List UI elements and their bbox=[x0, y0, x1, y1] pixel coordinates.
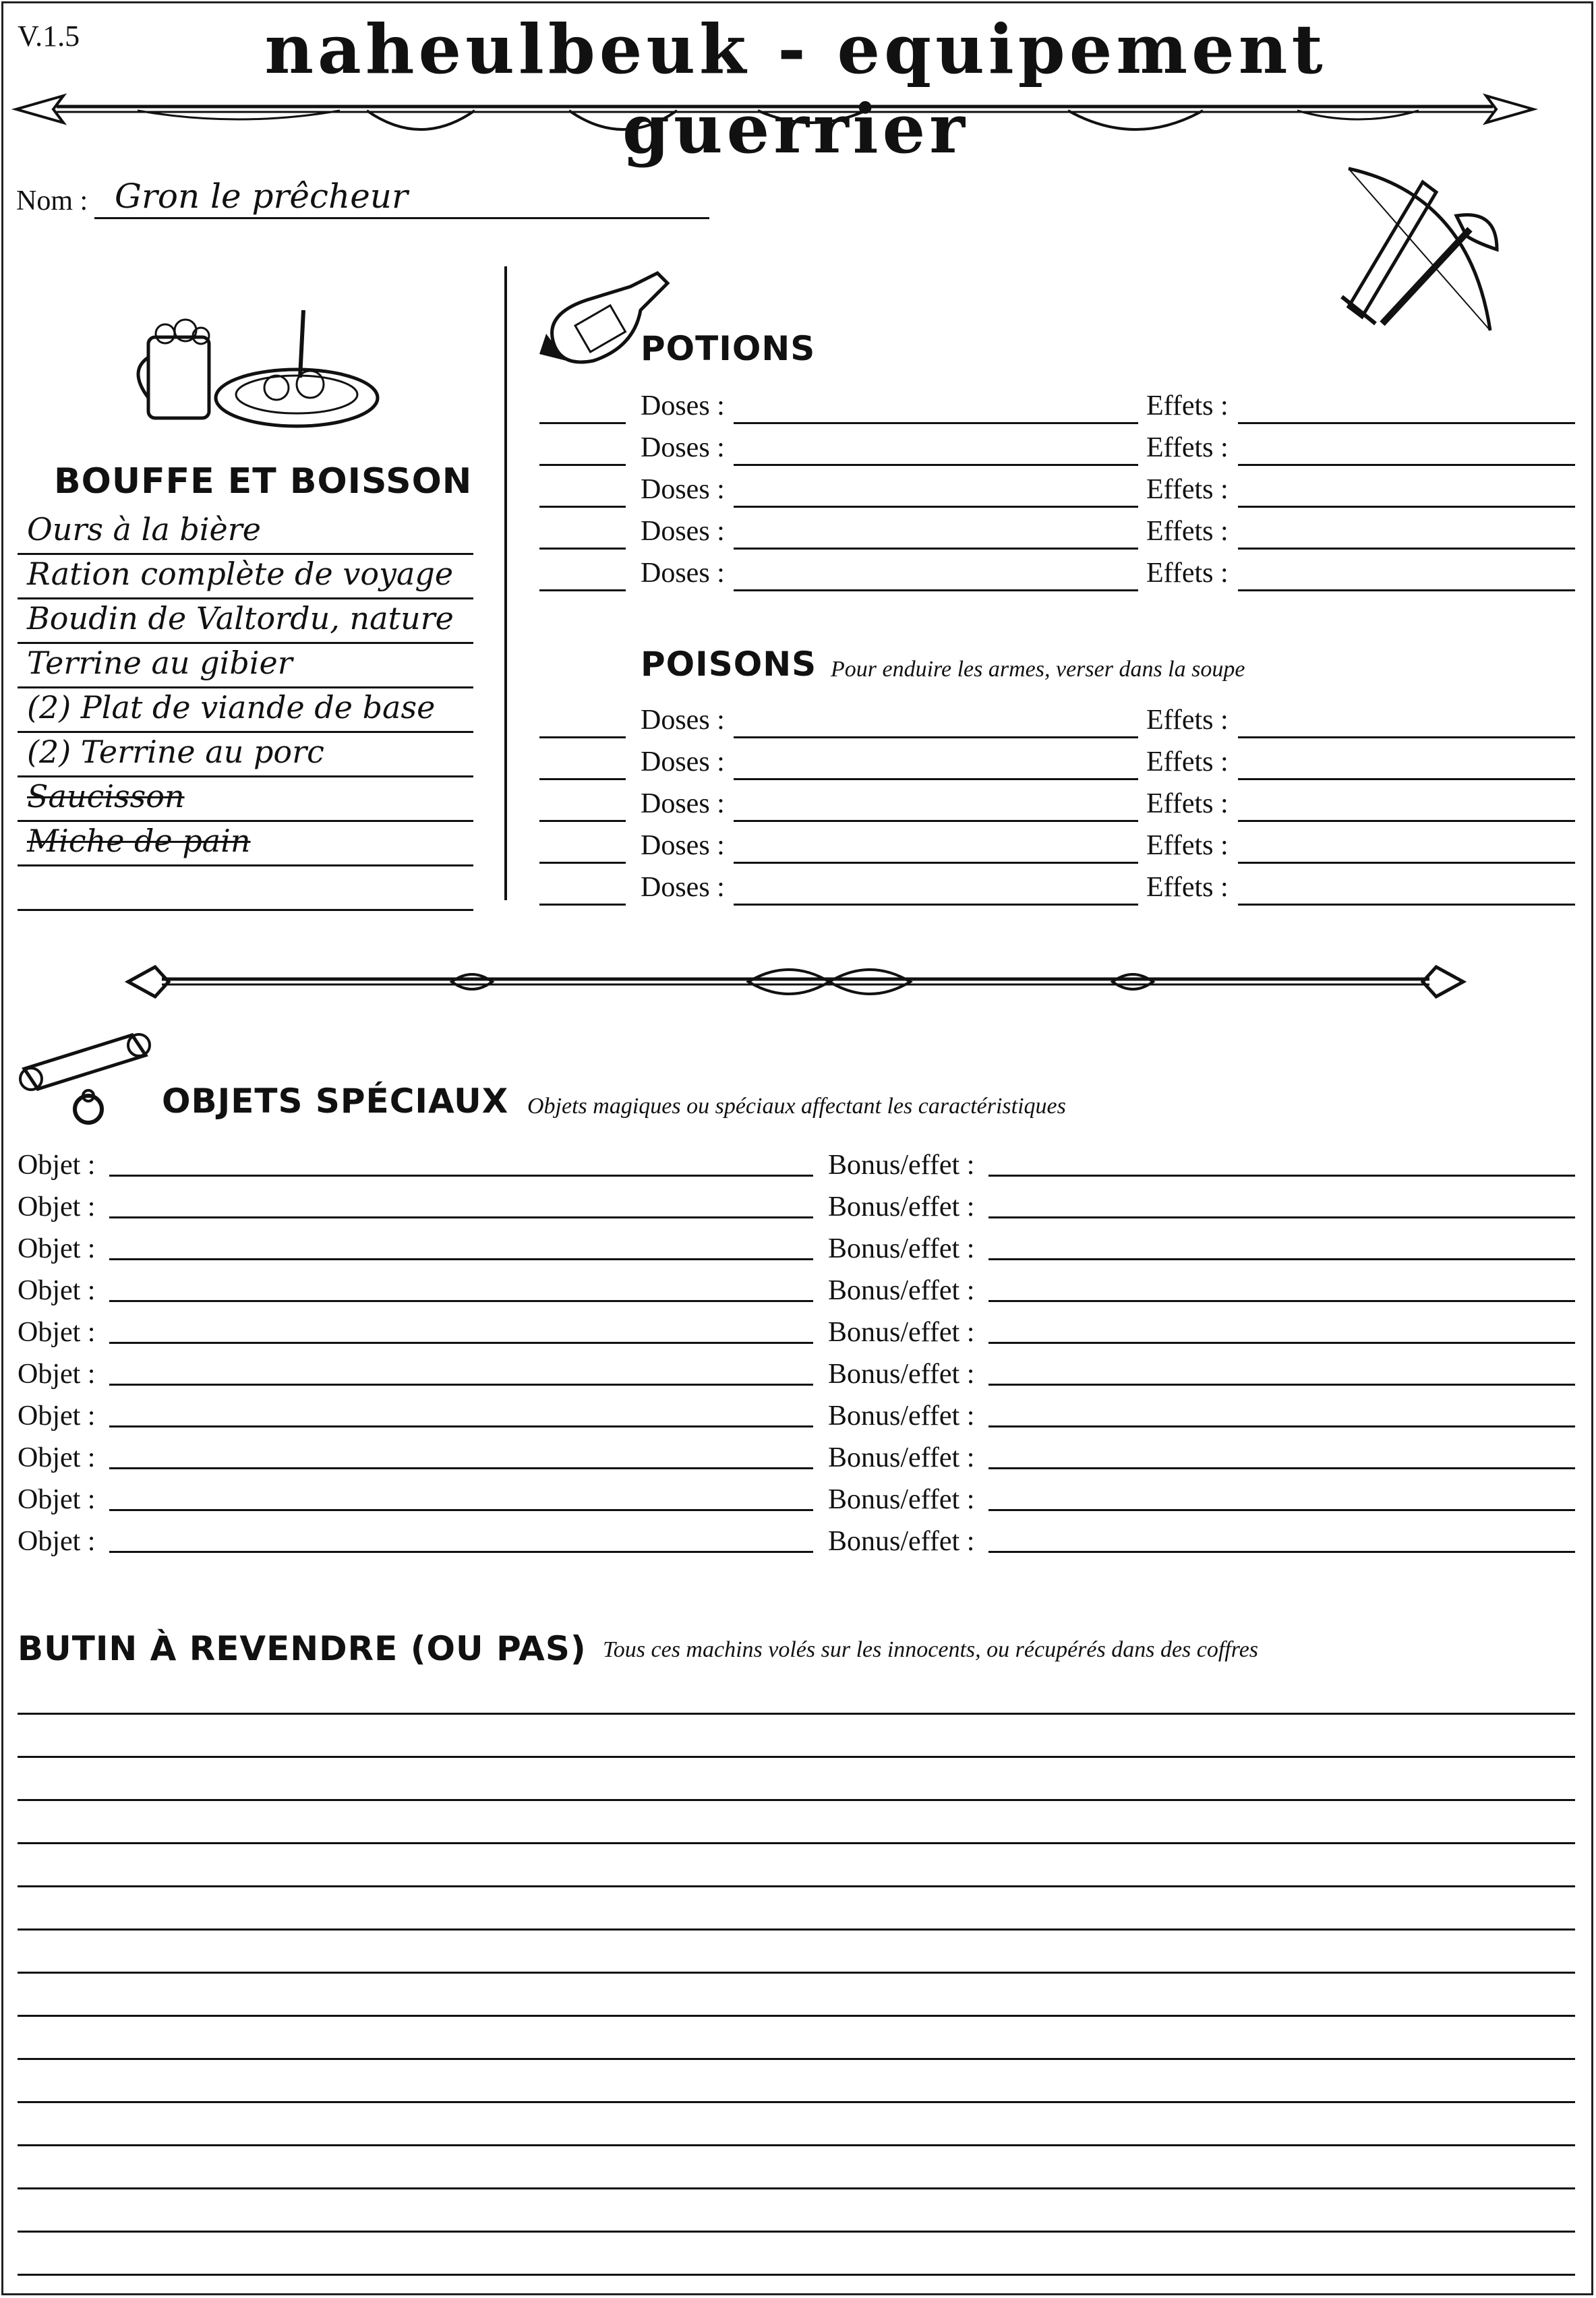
loot-line[interactable] bbox=[18, 1928, 1575, 1931]
bonus-label: Bonus/effet : bbox=[828, 1150, 975, 1181]
potions-qty-line[interactable] bbox=[539, 464, 626, 466]
bonus-label: Bonus/effet : bbox=[828, 1191, 975, 1222]
objet-line[interactable] bbox=[109, 1342, 813, 1344]
bonus-label: Bonus/effet : bbox=[828, 1401, 975, 1432]
poisons-effets-line[interactable] bbox=[1238, 904, 1575, 906]
objet-line[interactable] bbox=[109, 1509, 813, 1511]
potions-effets-line[interactable] bbox=[1238, 589, 1575, 591]
food-item-line bbox=[18, 820, 473, 822]
potions-doses-label: Doses : bbox=[641, 432, 725, 463]
bonus-line[interactable] bbox=[988, 1467, 1575, 1469]
food-item[interactable]: (2) Plat de viande de base bbox=[27, 689, 436, 726]
potions-qty-line[interactable] bbox=[539, 589, 626, 591]
beer-mug-and-plate-icon bbox=[135, 297, 384, 432]
food-item[interactable]: Terrine au gibier bbox=[27, 645, 293, 681]
objet-line[interactable] bbox=[109, 1384, 813, 1386]
potions-doses-label: Doses : bbox=[641, 516, 725, 547]
objet-line[interactable] bbox=[109, 1258, 813, 1260]
food-item-line bbox=[18, 553, 473, 555]
objet-label: Objet : bbox=[18, 1442, 96, 1473]
loot-line[interactable] bbox=[18, 1799, 1575, 1801]
potions-effets-line[interactable] bbox=[1238, 464, 1575, 466]
page-title: naheulbeuk - equipement guerrier bbox=[264, 9, 1327, 169]
food-item-line bbox=[18, 731, 473, 733]
loot-line[interactable] bbox=[18, 1842, 1575, 1844]
loot-line[interactable] bbox=[18, 2015, 1575, 2017]
food-item-line bbox=[18, 909, 473, 911]
poisons-effets-label: Effets : bbox=[1146, 788, 1229, 819]
scroll-and-ring-icon bbox=[18, 1028, 159, 1129]
bonus-label: Bonus/effet : bbox=[828, 1442, 975, 1473]
special-section-title: OBJETS SPÉCIAUX bbox=[162, 1082, 509, 1121]
poisons-doses-line[interactable] bbox=[734, 904, 1138, 906]
objet-label: Objet : bbox=[18, 1150, 96, 1181]
food-item[interactable]: Ours à la bière bbox=[27, 511, 261, 548]
staff-divider-icon bbox=[128, 958, 1463, 1005]
food-item-line bbox=[18, 686, 473, 688]
bonus-line[interactable] bbox=[988, 1300, 1575, 1302]
spear-divider-icon bbox=[16, 88, 1533, 148]
poisons-effets-label: Effets : bbox=[1146, 872, 1229, 903]
objet-line[interactable] bbox=[109, 1216, 813, 1218]
bonus-label: Bonus/effet : bbox=[828, 1484, 975, 1515]
objet-line[interactable] bbox=[109, 1175, 813, 1177]
poisons-doses-line[interactable] bbox=[734, 862, 1138, 864]
loot-line[interactable] bbox=[18, 2058, 1575, 2060]
poisons-doses-label: Doses : bbox=[641, 830, 725, 861]
potions-effets-line[interactable] bbox=[1238, 422, 1575, 424]
food-item-line bbox=[18, 775, 473, 777]
objet-label: Objet : bbox=[18, 1484, 96, 1515]
objet-label: Objet : bbox=[18, 1401, 96, 1432]
poisons-doses-label: Doses : bbox=[641, 872, 725, 903]
special-subtitle: Objets magiques ou spéciaux affectant les caractéristiques bbox=[527, 1094, 1066, 1119]
bonus-label: Bonus/effet : bbox=[828, 1359, 975, 1390]
potions-effets-line[interactable] bbox=[1238, 506, 1575, 508]
food-item[interactable]: (2) Terrine au porc bbox=[27, 734, 324, 770]
poisons-doses-line[interactable] bbox=[734, 820, 1138, 822]
food-item[interactable]: Saucisson bbox=[27, 778, 185, 815]
food-item-line bbox=[18, 642, 473, 644]
loot-line[interactable] bbox=[18, 1885, 1575, 1887]
objet-line[interactable] bbox=[109, 1425, 813, 1427]
bonus-label: Bonus/effet : bbox=[828, 1317, 975, 1348]
poisons-effets-line[interactable] bbox=[1238, 778, 1575, 780]
bonus-line[interactable] bbox=[988, 1216, 1575, 1218]
poisons-doses-label: Doses : bbox=[641, 746, 725, 777]
potions-qty-line[interactable] bbox=[539, 506, 626, 508]
objet-label: Objet : bbox=[18, 1526, 96, 1557]
loot-line[interactable] bbox=[18, 2231, 1575, 2233]
poisons-effets-label: Effets : bbox=[1146, 746, 1229, 777]
loot-line[interactable] bbox=[18, 1972, 1575, 1974]
potions-doses-line[interactable] bbox=[734, 548, 1138, 550]
potions-doses-line[interactable] bbox=[734, 506, 1138, 508]
name-underline bbox=[94, 217, 709, 219]
loot-line[interactable] bbox=[18, 2274, 1575, 2276]
potions-effets-label: Effets : bbox=[1146, 558, 1229, 589]
poisons-effets-label: Effets : bbox=[1146, 830, 1229, 861]
poisons-qty-line[interactable] bbox=[539, 778, 626, 780]
loot-line[interactable] bbox=[18, 2187, 1575, 2189]
poisons-qty-line[interactable] bbox=[539, 820, 626, 822]
crossed-weapons-icon bbox=[1322, 155, 1524, 337]
loot-line[interactable] bbox=[18, 1756, 1575, 1758]
bonus-line[interactable] bbox=[988, 1342, 1575, 1344]
objet-label: Objet : bbox=[18, 1317, 96, 1348]
objet-line[interactable] bbox=[109, 1467, 813, 1469]
food-item-line bbox=[18, 597, 473, 599]
potions-effets-label: Effets : bbox=[1146, 516, 1229, 547]
poisons-subtitle: Pour enduire les armes, verser dans la soupe bbox=[831, 657, 1245, 682]
poisons-qty-line[interactable] bbox=[539, 904, 626, 906]
food-item[interactable]: Ration complète de voyage bbox=[27, 556, 454, 592]
poisons-doses-line[interactable] bbox=[734, 778, 1138, 780]
bonus-line[interactable] bbox=[988, 1175, 1575, 1177]
potions-doses-line[interactable] bbox=[734, 422, 1138, 424]
potions-doses-label: Doses : bbox=[641, 474, 725, 505]
potions-effets-line[interactable] bbox=[1238, 548, 1575, 550]
bonus-label: Bonus/effet : bbox=[828, 1526, 975, 1557]
poisons-doses-line[interactable] bbox=[734, 736, 1138, 738]
poisons-effets-line[interactable] bbox=[1238, 862, 1575, 864]
bonus-line[interactable] bbox=[988, 1384, 1575, 1386]
potions-doses-line[interactable] bbox=[734, 589, 1138, 591]
loot-section-title: BUTIN À REVENDRE (OU PAS) bbox=[18, 1629, 587, 1668]
bonus-label: Bonus/effet : bbox=[828, 1275, 975, 1306]
poisons-effets-line[interactable] bbox=[1238, 736, 1575, 738]
bonus-line[interactable] bbox=[988, 1551, 1575, 1553]
name-value[interactable]: Gron le prêcheur bbox=[115, 177, 408, 216]
food-item-line bbox=[18, 864, 473, 866]
column-divider bbox=[504, 266, 507, 900]
objet-label: Objet : bbox=[18, 1233, 96, 1264]
name-label: Nom : bbox=[16, 185, 88, 216]
food-item[interactable]: Boudin de Valtordu, nature bbox=[27, 600, 454, 637]
poisons-section-title: POISONS bbox=[641, 645, 817, 684]
poisons-doses-label: Doses : bbox=[641, 705, 725, 736]
poisons-effets-line[interactable] bbox=[1238, 820, 1575, 822]
loot-line[interactable] bbox=[18, 2144, 1575, 2146]
potions-doses-line[interactable] bbox=[734, 464, 1138, 466]
bonus-line[interactable] bbox=[988, 1425, 1575, 1427]
bonus-line[interactable] bbox=[988, 1258, 1575, 1260]
objet-line[interactable] bbox=[109, 1300, 813, 1302]
food-section-title: BOUFFE ET BOISSON bbox=[54, 461, 473, 502]
potions-qty-line[interactable] bbox=[539, 422, 626, 424]
potions-effets-label: Effets : bbox=[1146, 474, 1229, 505]
loot-line[interactable] bbox=[18, 2101, 1575, 2103]
loot-subtitle: Tous ces machins volés sur les innocents, ou récupérés dans des coffres bbox=[603, 1637, 1259, 1662]
objet-label: Objet : bbox=[18, 1359, 96, 1390]
potions-doses-label: Doses : bbox=[641, 390, 725, 421]
objet-label: Objet : bbox=[18, 1191, 96, 1222]
version-label: V.1.5 bbox=[18, 20, 80, 53]
bonus-line[interactable] bbox=[988, 1509, 1575, 1511]
potions-section-title: POTIONS bbox=[641, 329, 816, 368]
poisons-doses-label: Doses : bbox=[641, 788, 725, 819]
poisons-qty-line[interactable] bbox=[539, 736, 626, 738]
objet-label: Objet : bbox=[18, 1275, 96, 1306]
potions-qty-line[interactable] bbox=[539, 548, 626, 550]
potions-effets-label: Effets : bbox=[1146, 432, 1229, 463]
potions-doses-label: Doses : bbox=[641, 558, 725, 589]
bonus-label: Bonus/effet : bbox=[828, 1233, 975, 1264]
poisons-qty-line[interactable] bbox=[539, 862, 626, 864]
loot-line[interactable] bbox=[18, 1713, 1575, 1715]
potions-effets-label: Effets : bbox=[1146, 390, 1229, 421]
poisons-effets-label: Effets : bbox=[1146, 705, 1229, 736]
objet-line[interactable] bbox=[109, 1551, 813, 1553]
food-item[interactable]: Miche de pain bbox=[27, 823, 251, 859]
